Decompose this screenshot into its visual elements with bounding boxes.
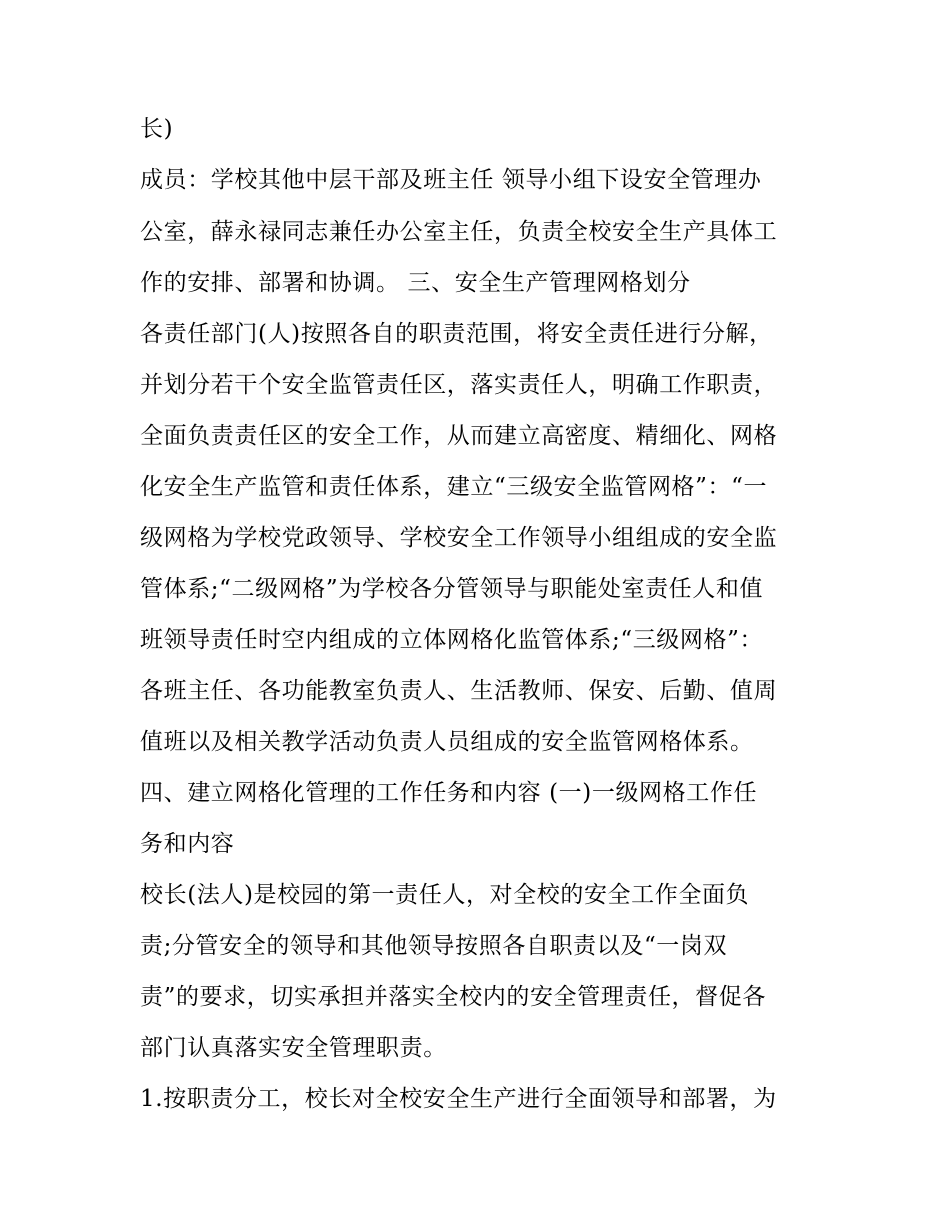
- text-line: 管体系;“二级网格”为学校各分管领导与职能处室责任人和值: [140, 576, 764, 602]
- text-line: 责;分管安全的领导和其他领导按照各自职责以及“一岗双: [140, 933, 728, 959]
- text-line: 部门认真落实安全管理职责。: [140, 1035, 447, 1061]
- text-line: 公室，薛永禄同志兼任办公室主任，负责全校安全生产具体工: [140, 219, 778, 245]
- text-line: 班领导责任时空内组成的立体网格化监管体系;“三级网格”：: [140, 627, 764, 653]
- text-line: 成员：学校其他中层干部及班主任 领导小组下设安全管理办: [140, 167, 762, 193]
- text-line: 作的安排、部署和协调。 三、安全生产管理网格划分: [140, 270, 691, 296]
- text-line: 各班主任、各功能教室负责人、生活教师、保安、后勤、值周: [140, 678, 778, 704]
- text-line: 并划分若干个安全监管责任区，落实责任人，明确工作职责，: [140, 372, 778, 398]
- text-line: 责”的要求，切实承担并落实全校内的安全管理责任，督促各: [140, 984, 766, 1010]
- text-line: 值班以及相关教学活动负责人员组成的安全监管网格体系。: [140, 729, 754, 755]
- text-line: 全面负责责任区的安全工作，从而建立高密度、精细化、网格: [140, 423, 778, 449]
- text-line: 化安全生产监管和责任体系，建立“三级安全监管网格”：“一: [140, 474, 768, 500]
- text-line: 校长(法人)是校园的第一责任人，对全校的安全工作全面负: [140, 882, 750, 908]
- text-line: 务和内容: [140, 831, 235, 857]
- text-line: 长): [140, 116, 174, 142]
- text-line: 各责任部门(人)按照各自的职责范围，将安全责任进行分解，: [140, 321, 773, 347]
- text-line: 级网格为学校党政领导、学校安全工作领导小组组成的安全监: [140, 525, 778, 551]
- text-line: 1.按职责分工，校长对全校安全生产进行全面领导和部署，为: [140, 1086, 777, 1112]
- text-line: 四、建立网格化管理的工作任务和内容 (一)一级网格工作任: [140, 780, 758, 806]
